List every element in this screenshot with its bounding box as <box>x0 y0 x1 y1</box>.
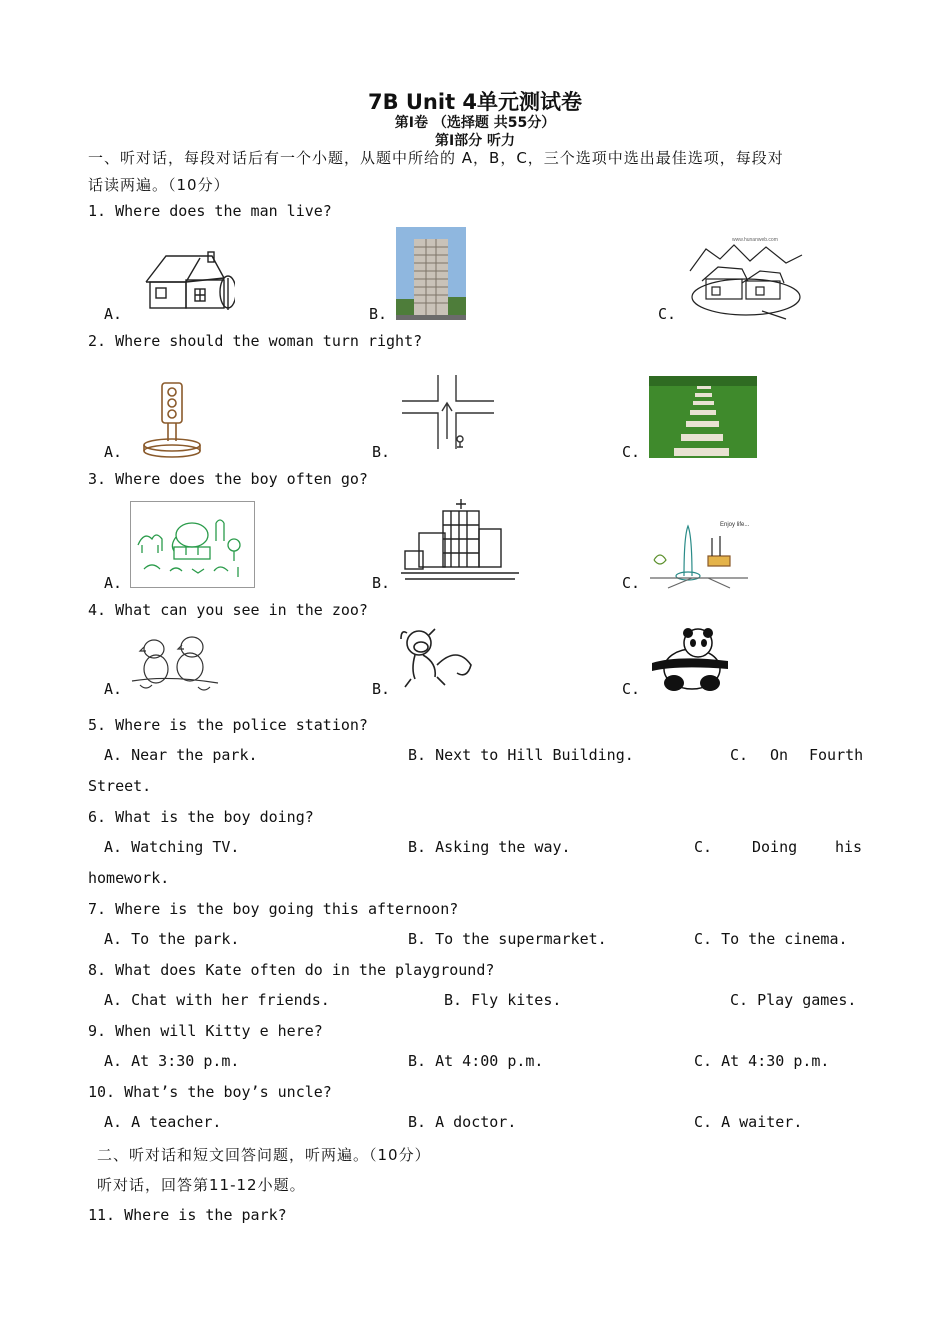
q10-option-b: B. A doctor. <box>408 1113 517 1131</box>
park-scene-image[interactable] <box>648 516 753 591</box>
question-11: 11. Where is the park? <box>88 1206 287 1224</box>
q2-option-b-label: B. <box>372 443 391 461</box>
q6-option-a: A. Watching TV. <box>104 838 240 856</box>
q1-option-a-label: A. <box>104 305 123 323</box>
q9-option-b: B. At 4:00 p.m. <box>408 1052 544 1070</box>
q1-option-b-label: B. <box>369 305 388 323</box>
section2-instruction: 听对话，回答第11-12小题。 <box>97 1176 306 1194</box>
q7-option-a: A. To the park. <box>104 930 240 948</box>
question-1: 1. Where does the man live? <box>88 202 332 220</box>
traffic-light-image[interactable] <box>130 379 225 459</box>
crossroads-image[interactable] <box>398 373 498 451</box>
q6-option-c-letter: C. <box>694 838 713 856</box>
q3-option-c-label: C. <box>622 574 641 592</box>
q5-option-c-letter: C. <box>730 746 749 764</box>
q5-option-a: A. Near the park. <box>104 746 258 764</box>
question-2: 2. Where should the woman turn right? <box>88 332 423 350</box>
panda-image[interactable] <box>648 625 733 695</box>
q9-option-c: C. At 4:30 p.m. <box>694 1052 830 1070</box>
q4-option-b-label: B. <box>372 680 391 698</box>
hospital-building-image[interactable] <box>399 495 521 585</box>
question-6: 6. What is the boy doing? <box>88 808 314 826</box>
question-5: 5. Where is the police station? <box>88 716 368 734</box>
q9-option-a: A. At 3:30 p.m. <box>104 1052 240 1070</box>
q2-option-a-label: A. <box>104 443 123 461</box>
question-7: 7. Where is the boy going this afternoon? <box>88 900 459 918</box>
q4-option-a-label: A. <box>104 680 123 698</box>
question-3: 3. Where does the boy often go? <box>88 470 368 488</box>
q1-option-c-label: C. <box>658 305 677 323</box>
question-4: 4. What can you see in the zoo? <box>88 601 368 619</box>
q3-option-b-label: B. <box>372 574 391 592</box>
section1-instruction-line2: 话读两遍。（10分） <box>88 176 230 194</box>
q8-option-a: A. Chat with her friends. <box>104 991 330 1009</box>
section1-instruction-line1: 一、听对话，每段对话后有一个小题，从题中所给的 A，B，C，三个选项中选出最佳选项，每段对 <box>88 149 784 167</box>
q6-option-b: B. Asking the way. <box>408 838 571 856</box>
q8-option-b: B. Fly kites. <box>444 991 562 1009</box>
q3-image-caption: Enjoy life... <box>720 522 750 528</box>
cottage-house-image[interactable] <box>140 244 235 314</box>
zoo-animals-image[interactable] <box>130 501 255 588</box>
birds-on-branch-image[interactable] <box>128 625 223 695</box>
q6-option-c-word1: Doing <box>752 838 798 856</box>
village-houses-image[interactable] <box>686 235 806 321</box>
question-10: 10. What’s the boy’s uncle? <box>88 1083 332 1101</box>
monkey-image[interactable] <box>397 625 477 693</box>
q7-option-c: C. To the cinema. <box>694 930 848 948</box>
q2-option-c-label: C. <box>622 443 641 461</box>
part-heading: 第Ⅰ部分 听力 <box>434 133 516 149</box>
paper-subtitle: 第Ⅰ卷 （选择题 共55分） <box>394 115 556 131</box>
q3-option-a-label: A. <box>104 574 123 592</box>
q4-option-c-label: C. <box>622 680 641 698</box>
page-title: 7B Unit 4单元测试卷 <box>367 90 583 114</box>
question-8: 8. What does Kate often do in the playground? <box>88 961 495 979</box>
q5-option-c-word2: Fourth <box>809 746 864 764</box>
q7-option-b: B. To the supermarket. <box>408 930 607 948</box>
q5-option-c-continuation: Street. <box>88 777 152 795</box>
q8-option-c: C. Play games. <box>730 991 857 1009</box>
q6-option-c-continuation: homework. <box>88 869 170 887</box>
q5-option-b: B. Next to Hill Building. <box>408 746 634 764</box>
garden-path-image[interactable] <box>649 376 757 458</box>
q5-option-c-word1: On <box>770 746 789 764</box>
q10-option-a: A. A teacher. <box>104 1113 222 1131</box>
q1-image-caption: www.hunanweb.com <box>732 237 778 243</box>
question-9: 9. When will Kitty e here? <box>88 1022 323 1040</box>
section2-heading: 二、听对话和短文回答问题，听两遍。（10分） <box>97 1146 431 1164</box>
q6-option-c-word2: his <box>835 838 863 856</box>
apartment-tower-image[interactable] <box>396 227 466 320</box>
q10-option-c: C. A waiter. <box>694 1113 803 1131</box>
